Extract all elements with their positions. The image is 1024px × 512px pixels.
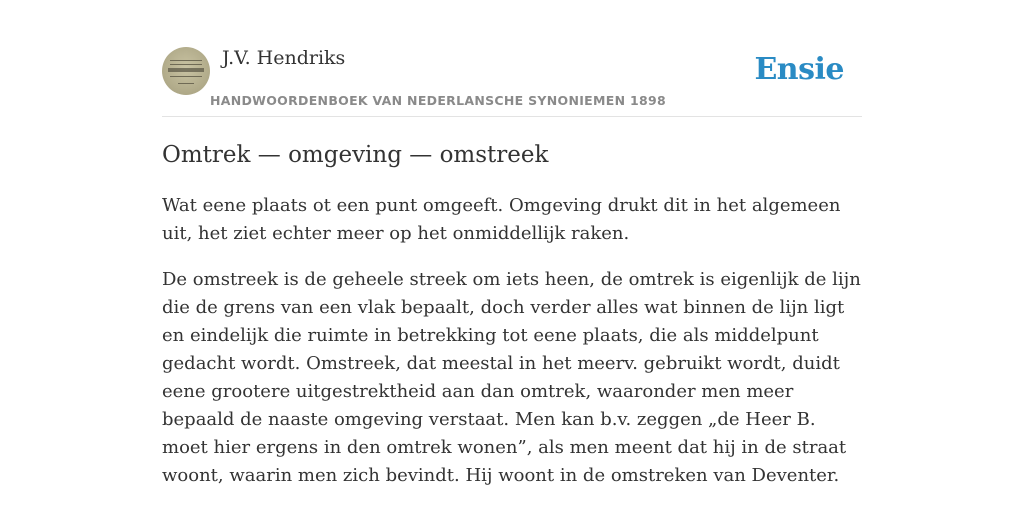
entry-header: [162, 0, 862, 117]
book-cover-icon[interactable]: [162, 47, 210, 95]
entry-paragraph: De omstreek is de geheele streek om iets heen, de omtrek is eigenlijk de lijn die de grens van een vlak bepaalt, doch verder alles wat binnen de lijn ligt en eindelijk die ruimte in betrekking tot eene plaats, die als middelpunt gedacht wordt. Omstreek, dat meestal in het meerv. gebruikt wordt, duidt eene grootere uitgestrektheid aan dan omtrek, waaronder men meer bepaald de naaste omgeving verstaat. Men kan b.v. zeggen „de Heer B. moet hier ergens in den omtrek wonen”, als men meent dat hij in de straat woont, waarin men zich bevindt. Hij woont in de omstreken van Deventer.: [162, 269, 861, 486]
avatar-decoration: [170, 64, 202, 65]
entry-paragraph: Wat eene plaats ot een punt omgeeft. Omgeving drukt dit in het algemeen uit, het ziet echter meer op het onmiddellijk raken.: [162, 195, 841, 244]
avatar-decoration: [170, 60, 202, 61]
author-link[interactable]: J.V. Hendriks: [222, 47, 346, 69]
avatar-decoration: [170, 76, 202, 77]
entry-title: Omtrek — omgeving — omstreek: [162, 142, 549, 168]
avatar-decoration: [178, 83, 194, 84]
entry-container: [162, 0, 862, 486]
source-title[interactable]: HANDWOORDENBOEK VAN NEDERLANSCHE SYNONIEMEN 1898: [210, 93, 667, 108]
brand-logo[interactable]: Ensie: [754, 52, 844, 87]
entry-body: [162, 192, 862, 508]
avatar-decoration: [168, 68, 204, 72]
